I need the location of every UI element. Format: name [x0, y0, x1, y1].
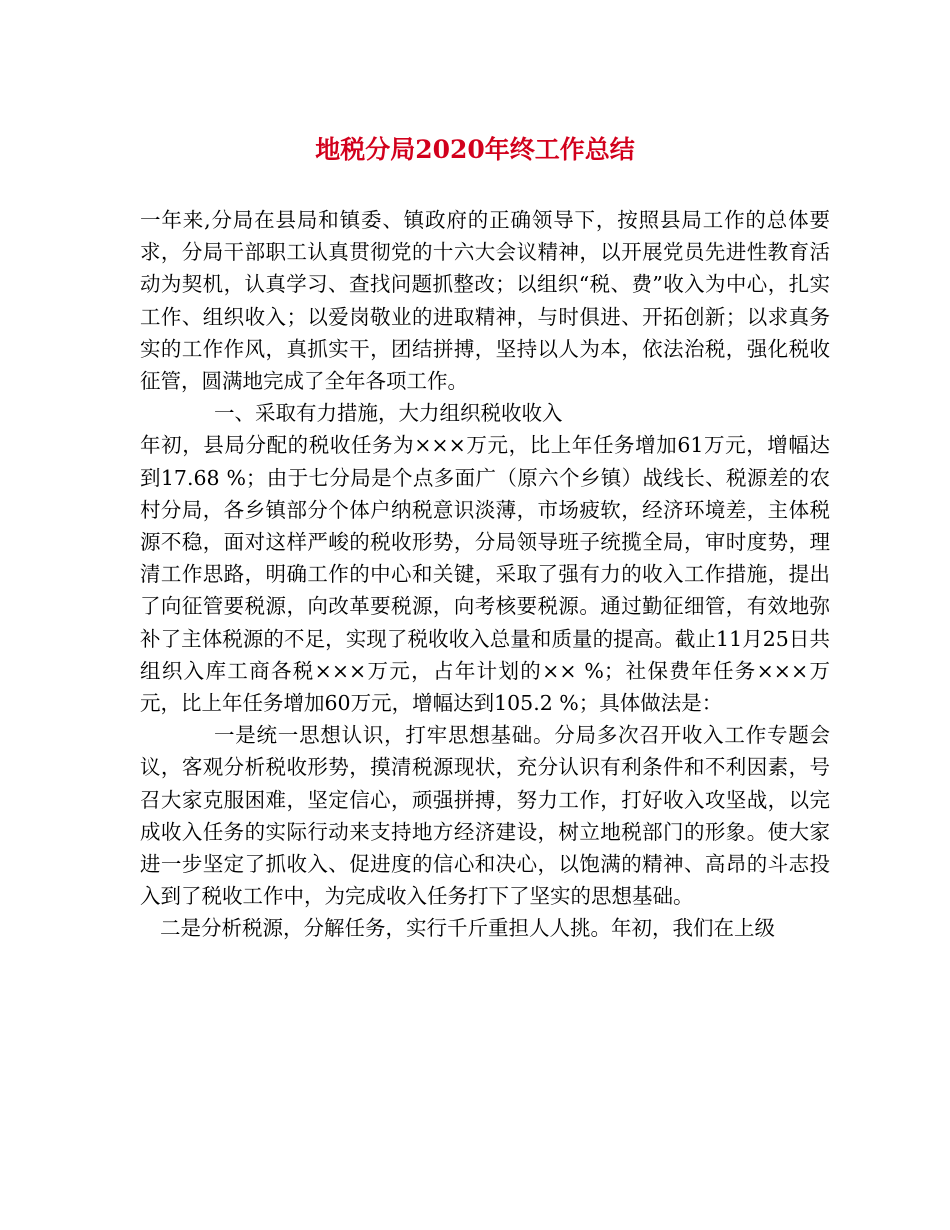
paragraph-intro: 一年来,分局在县局和镇委、镇政府的正确领导下，按照县局工作的总体要求，分局干部职工认真贯彻党的十六大会议精神，以开展党员先进性教育活动为契机，认真学习、查找问题抓整改；以组织“税、费”收入为中心，扎实工作、组织收入；以爱岗敬业的进取精神，与时俱进、开拓创新；以求真务实的工作作风，真抓实干，团结拼搏，坚持以人为本，依法治税，强化税收征管，圆满地完成了全年各项工作。	[140, 208, 830, 394]
document-body	[140, 204, 830, 945]
paragraph-point-one: 一是统一思想认识，打牢思想基础。分局多次召开收入工作专题会议，客观分析税收形势，摸清税源现状，充分认识有利条件和不利因素，号召大家克服困难，坚定信心，顽强拼搏，努力工作，打好收入攻坚战，以完成收入任务的实际行动来支持地方经济建设，树立地税部门的形象。使大家进一步坚定了抓收入、促进度的信心和决心，以饱满的精神、高昂的斗志投入到了税收工作中，为完成收入任务打下了坚实的思想基础。	[140, 723, 830, 909]
section-heading-1: 一、采取有力措施，大力组织税收收入	[214, 401, 563, 426]
paragraph-revenue-task: 年初，县局分配的税收任务为×××万元，比上年任务增加61万元，增幅达到17.68 %；由于七分局是个点多面广（原六个乡镇）战线长、税源差的农村分局，各乡镇部分个体户纳税意识淡薄，市场疲软，经济环境差，主体税源不稳，面对这样严峻的税收形势，分局领导班子统揽全局，审时度势，理清工作思路，明确工作的中心和关键，采取了强有力的收入工作措施，提出了向征管要税源，向改革要税源，向考核要税源。通过勤征细管，有效地弥补了主体税源的不足，实现了税收收入总量和质量的提高。截止11月25日共组织入库工商各税×××万元，占年计划的×× %；社保费年任务×××万元，比上年任务增加60万元，增幅达到105.2 %；具体做法是：	[140, 433, 830, 716]
document-title: 地税分局2020年终工作总结	[315, 135, 635, 164]
paragraph-point-two: 二是分析税源，分解任务，实行千斤重担人人挑。年初，我们在上级	[160, 916, 775, 941]
